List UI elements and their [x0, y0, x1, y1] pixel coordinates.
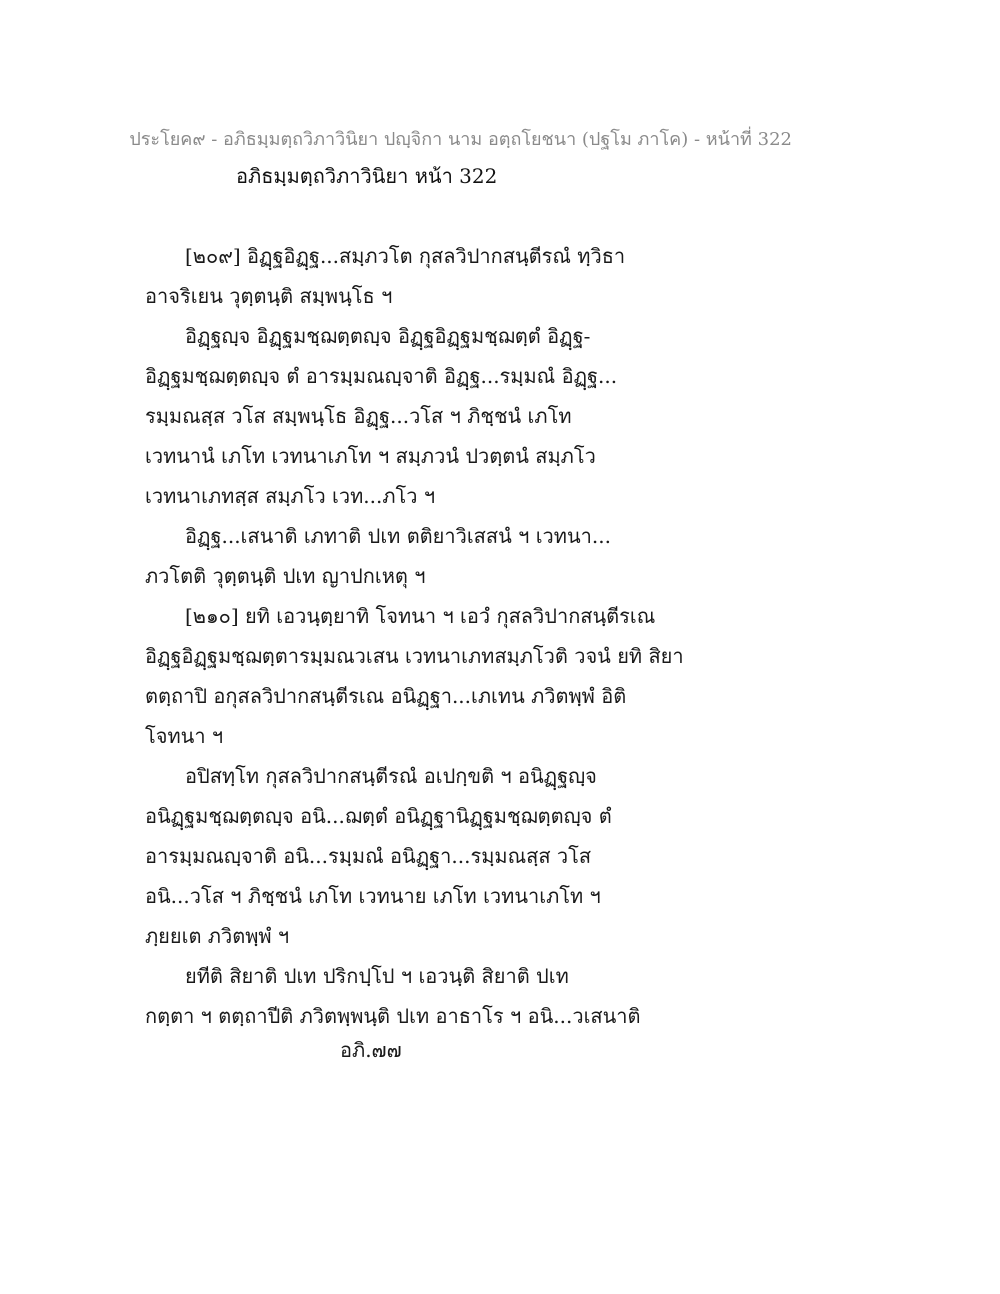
text-line: อิฏฺฐอิฏฺฐมชฺฌตฺตารมฺมณวเสน เวทนาเภทสมฺภโวติ วจนํ ยทิ สิยา: [145, 644, 684, 668]
text-line: ภฺยยเต ภวิตพฺพํ ฯ: [145, 924, 290, 948]
text-line: รมฺมณสฺส วโส สมฺพนฺโธ อิฏฺฐ...วโส ฯ ภิชฺชนํ เภโท: [145, 404, 572, 428]
text-line: อิฏฺฐมชฺฌตฺตญฺจ ตํ อารมฺมณญฺจาติ อิฏฺฐ...รมฺมณํ อิฏฺฐ...: [145, 364, 618, 388]
text-line: อนิ...วโส ฯ ภิชฺชนํ เภโท เวทนาย เภโท เวทนาเภโท ฯ: [145, 884, 601, 908]
text-line: [๒๐๙] อิฏฺฐอิฏฺฐ...สมฺภวโต กุสลวิปากสนฺตีรณํ ทฺวิธา: [185, 244, 626, 268]
text-line: [๒๑๐] ยทิ เอวนฺตฺยาทิ โจทนา ฯ เอวํ กุสลวิปากสนฺตีรเณ: [185, 604, 656, 628]
text-line: ภวโตติ วุตฺตนฺติ ปเท ญาปกเหตุ ฯ: [145, 564, 426, 588]
text-line: เวทนาเภทสฺส สมฺภโว เวท...ภโว ฯ: [145, 484, 436, 508]
page-number: อภิ.๗๗: [340, 1038, 402, 1062]
text-line: โจทนา ฯ: [145, 724, 224, 748]
body-text: [145, 236, 684, 1036]
text-line: ตตฺถาปิ อกุสลวิปากสนฺตีรเณ อนิฏฺฐา...เภเทน ภวิตพฺพํ อิติ: [145, 684, 627, 708]
page-title: อภิธมฺมตฺถวิภาวินิยา หน้า 322: [236, 164, 498, 188]
text-line: กตฺตา ฯ ตตฺถาปีติ ภวิตพฺพนฺติ ปเท อาธาโร ฯ อนิ...วเสนาติ: [145, 1004, 641, 1028]
text-line: อิฏฺฐ...เสนาติ เภทาติ ปเท ตติยาวิเสสนํ ฯ เวทนา...: [185, 524, 611, 548]
text-line: อาจริเยน วุตฺตนฺติ สมฺพนฺโธ ฯ: [145, 284, 393, 308]
text-line: อิฏฺฐญฺจ อิฏฺฐมชฺฌตฺตญฺจ อิฏฺฐอิฏฺฐมชฺฌตฺตํ อิฏฺฐ-: [185, 324, 591, 348]
text-line: ยทีติ สิยาติ ปเท ปริกปฺโป ฯ เอวนฺติ สิยาติ ปเท: [185, 964, 569, 988]
text-line: อารมฺมณญฺจาติ อนิ...รมฺมณํ อนิฏฺฐา...รมฺมณสฺส วโส: [145, 844, 592, 868]
text-line: อปิสทฺโท กุสลวิปากสนฺตีรณํ อเปกฺขติ ฯ อนิฏฺฐญฺจ: [185, 764, 597, 788]
text-line: อนิฏฺฐมชฺฌตฺตญฺจ อนิ...ฌตฺตํ อนิฏฺฐานิฏฺฐมชฺฌตฺตญฺจ ตํ: [145, 804, 612, 828]
text-line: เวทนานํ เภโท เวทนาเภโท ฯ สมฺภวนํ ปวตฺตนํ สมฺภโว: [145, 444, 596, 468]
running-header: ประโยค๙ - อภิธมฺมตฺถวิภาวินิยา ปญฺจิกา นาม อตฺถโยชนา (ปฐโม ภาโค) - หน้าที่ 322: [129, 129, 792, 150]
